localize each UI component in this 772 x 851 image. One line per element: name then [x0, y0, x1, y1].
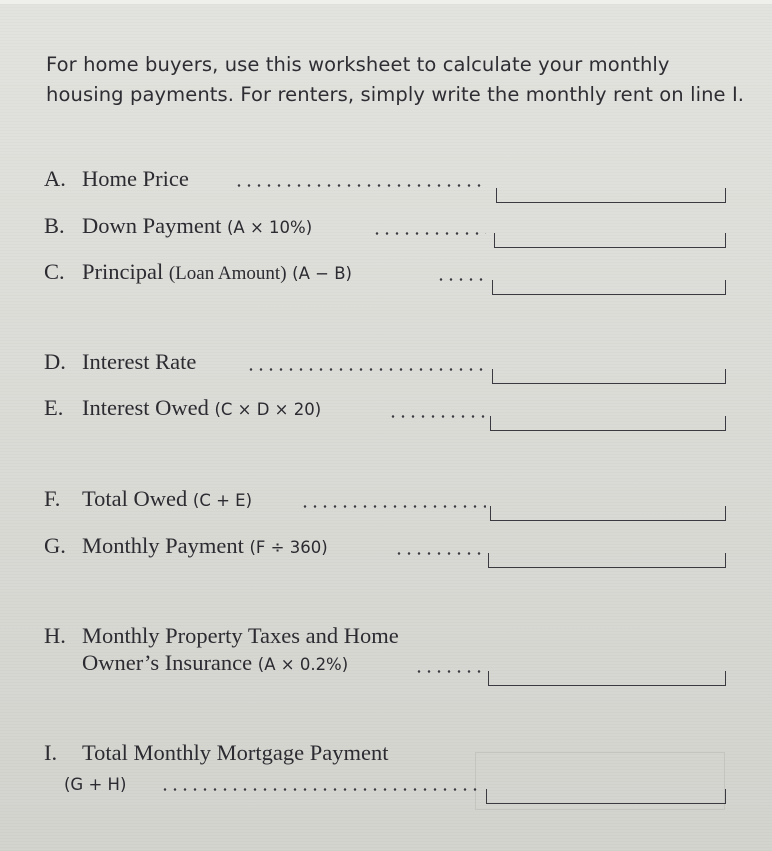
row-letter: A. [44, 166, 66, 191]
row-formula: (G + H) [64, 775, 127, 794]
monthly-payment-answer[interactable] [488, 553, 726, 568]
row-letter: G. [44, 533, 66, 558]
principal-answer[interactable] [492, 280, 726, 295]
row-total-owed [44, 486, 252, 512]
row-formula: (A − B) [292, 264, 352, 283]
row-label-continued: Owner’s Insurance [82, 650, 253, 675]
down-payment-answer[interactable] [494, 233, 726, 248]
row-property-taxes-line-2 [82, 650, 348, 676]
row-label: Monthly Property Taxes and Home [82, 623, 399, 648]
row-label: Interest Rate [82, 349, 197, 374]
row-total-monthly-mortgage [44, 740, 389, 766]
row-home-price [44, 166, 189, 192]
row-label: Home Price [82, 166, 189, 191]
row-label: Principal [82, 259, 164, 284]
leader-dots [372, 232, 486, 235]
leader-dots [388, 415, 486, 418]
row-label: Interest Owed [82, 395, 209, 420]
instructions-line-2: housing payments. For renters, simply write the monthly rent on line I. [46, 83, 745, 106]
row-sublabel: (Loan Amount) [168, 263, 287, 284]
row-formula: (F ÷ 360) [249, 538, 328, 557]
row-letter: H. [44, 623, 66, 648]
row-label: Down Payment [82, 213, 222, 238]
row-property-taxes [44, 623, 399, 649]
row-formula: (A × 0.2%) [257, 655, 349, 674]
leader-dots [246, 368, 486, 371]
row-formula: (C + E) [192, 491, 253, 510]
row-formula: (C × D × 20) [214, 400, 322, 419]
interest-owed-answer[interactable] [490, 416, 726, 431]
leader-dots [436, 278, 486, 281]
row-label: Monthly Payment [82, 533, 244, 558]
interest-rate-answer[interactable] [492, 369, 726, 384]
total-owed-answer[interactable] [490, 506, 726, 521]
row-letter: I. [44, 740, 58, 765]
row-formula: (A × 10%) [227, 218, 313, 237]
row-letter: F. [44, 486, 61, 511]
row-interest-rate [44, 349, 196, 375]
row-letter: E. [44, 395, 64, 420]
leader-dots [160, 788, 480, 791]
row-interest-owed [44, 395, 321, 421]
page-top-edge [0, 0, 772, 4]
row-total-monthly-mortgage-line-2 [64, 770, 126, 796]
leader-dots [300, 505, 486, 508]
worksheet-instructions [46, 50, 746, 110]
row-letter: B. [44, 213, 65, 238]
instructions-line-1: For home buyers, use this worksheet to calculate your monthly [46, 53, 670, 76]
row-down-payment [44, 213, 312, 239]
row-label: Total Owed [82, 486, 188, 511]
total-monthly-mortgage-answer[interactable] [486, 789, 726, 804]
row-label: Total Monthly Mortgage Payment [82, 740, 389, 765]
row-letter: D. [44, 349, 66, 374]
leader-dots [394, 552, 486, 555]
property-taxes-answer[interactable] [488, 671, 726, 686]
row-monthly-payment [44, 533, 328, 559]
leader-dots [414, 670, 486, 673]
row-letter: C. [44, 259, 65, 284]
row-principal [44, 259, 352, 285]
leader-dots [234, 184, 486, 187]
home-price-answer[interactable] [496, 188, 726, 203]
